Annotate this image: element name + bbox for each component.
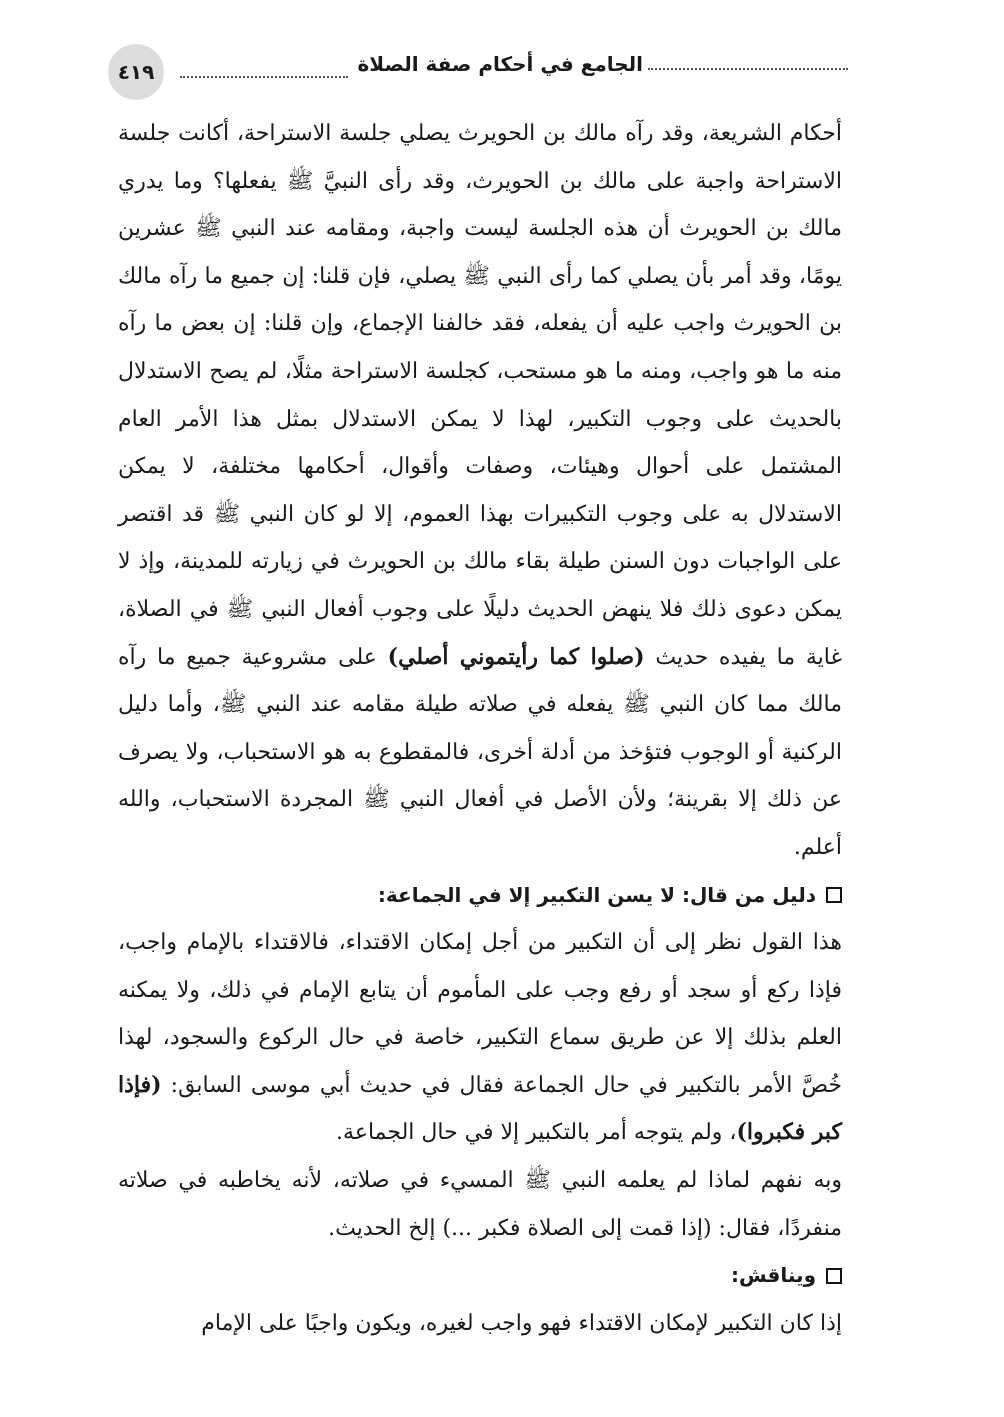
page-number: ٤١٩: [108, 44, 164, 100]
running-header: [108, 44, 848, 100]
hadith-quote: (فإذا كبر فكبروا): [118, 1071, 842, 1146]
paragraph: وبه نفهم لماذا لم يعلمه النبي ﷺ المسيء في صلاته، لأنه يخاطبه في صلاته منفردًا، فقال: (إذا قمت إلى الصلاة فكبر ...) إلخ الحديث.: [118, 1168, 842, 1241]
hadith-quote: (صلوا كما رأيتموني أصلي): [387, 643, 645, 670]
paragraph: إذا كان التكبير لإمكان الاقتداء فهو واجب لغيره، ويكون واجبًا على الإمام: [201, 1310, 842, 1336]
section-heading: دليل من قال: لا يسن التكبير إلا في الجماعة:: [118, 872, 842, 920]
section-heading: ويناقش:: [118, 1252, 842, 1300]
checkbox-square-icon: [826, 887, 842, 903]
page-body: [118, 110, 842, 1347]
header-dots-right: [648, 68, 848, 70]
header-dots-left: [180, 76, 348, 78]
paragraph: أحكام الشريعة، وقد رآه مالك بن الحويرث يصلي جلسة الاستراحة، أكانت جلسة الاستراحة واجبة على مالك بن الحويرث، وقد رأى النبيَّ ﷺ يفعلها؟ وما يدري مالك بن الحويرث أن هذه الجلسة ليست واجبة، ومقامه عند النبي ﷺ عشرين يومًا، وقد أمر بأن يصلي كما رأى النبي ﷺ يصلي، فإن قلنا: إن جميع ما رآه مالك بن الحويرث واجب عليه أن يفعله، فقد خالفنا الإجماع، وإن قلنا: إن بعض ما رآه منه ما هو واجب، ومنه ما هو مستحب، كجلسة الاستراحة مثلًا، لم يصح الاستدلال بالحديث على وجوب التكبير، لهذا لا يمكن الاستدلال بمثل هذا الأمر العام المشتمل على أحوال وهيئات، وصفات وأقوال، أحكامها مختلفة، لا يمكن الاستدلال به على وجوب التكبيرات بهذا العموم، إلا لو كان النبي ﷺ قد اقتصر على الواجبات دون السنن طيلة بقاء مالك بن الحويرث في زيارته للمدينة، وإذ لا يمكن دعوى ذلك فلا ينهض الحديث دليلًا على وجوب أفعال النبي ﷺ في الصلاة، غاية ما يفيده حديث (صلوا كما رأيتموني أصلي) على مشروعية جميع ما رآه مالك مما كان النبي ﷺ يفعله في صلاته طيلة مقامه عند النبي ﷺ، وأما دليل الركنية أو الوجوب فتؤخذ من أدلة أخرى، فالمقطوع به هو الاستحباب، ولا يصرف عن ذلك إلا بقرينة؛ ولأن الأصل في أفعال النبي ﷺ المجردة الاستحباب، والله أعلم.: [118, 121, 843, 860]
checkbox-square-icon: [826, 1268, 842, 1284]
book-title: الجامع في أحكام صفة الصلاة: [357, 52, 643, 76]
paragraph: هذا القول نظر إلى أن التكبير من أجل إمكان الاقتداء، فالاقتداء بالإمام واجب، فإذا ركع أو سجد أو رفع وجب على المأموم أن يتابع الإمام في ذلك، ولا يمكنه العلم بذلك إلا عن طريق سماع التكبير، خاصة في حال الركوع والسجود، لهذا خُصَّ الأمر بالتكبير في حال الجماعة فقال في حديث أبي موسى السابق: (فإذا كبر فكبروا)، ولم يتوجه أمر بالتكبير إلا في حال الجماعة.: [118, 930, 842, 1146]
